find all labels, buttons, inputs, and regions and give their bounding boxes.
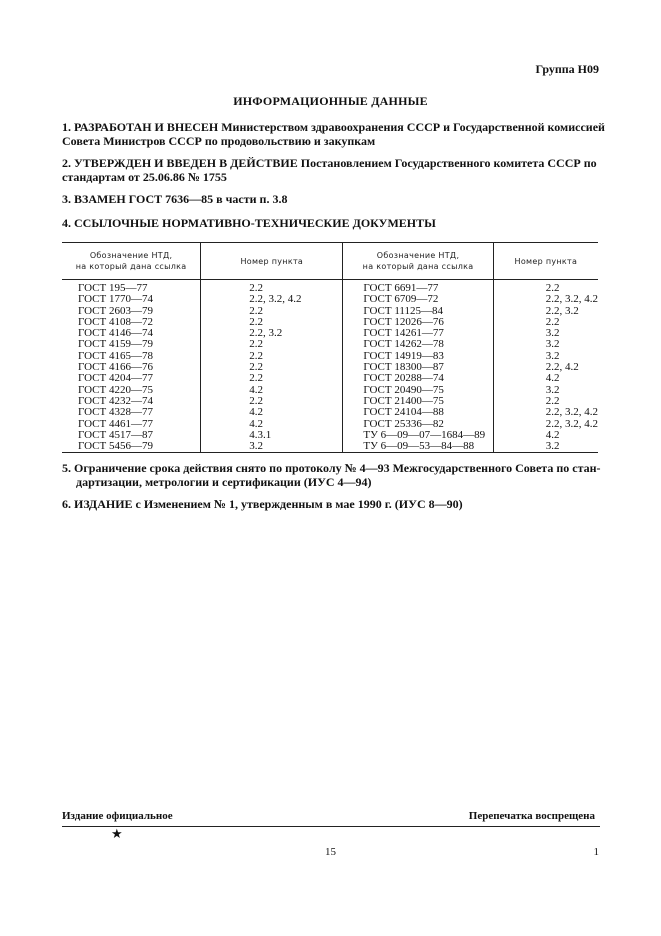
info-item-2 [62,156,602,184]
table-cell: ГОСТ 20288—74 [363,372,444,385]
item-2-text-cont: стандартам от 25.06.86 № 1755 [62,170,227,184]
table-cell: ГОСТ 4517—87 [78,428,153,441]
table-cell: ГОСТ 2603—79 [78,304,153,317]
left-docs-column [62,280,201,453]
table-cell: 2.2 [249,361,263,374]
table-cell: 2.2, 3.2 [249,327,283,340]
table-cell: ГОСТ 25336—82 [363,417,444,430]
table-cell: ГОСТ 4461—77 [78,417,153,430]
info-item-1 [62,120,605,148]
table-cell: ГОСТ 4159—79 [78,338,153,351]
page-title: ИНФОРМАЦИОННЫЕ ДАННЫЕ [233,94,428,108]
table-cell: ГОСТ 4165—78 [78,349,153,362]
table-cell: 2.2 [249,304,263,317]
table-cell: 3.2 [545,327,560,340]
table-cell: 2.2 [545,394,560,407]
table-cell: ГОСТ 6691—77 [363,282,439,294]
table-cell: 2.2 [249,315,263,328]
header-ntd-right: Обозначение НТД, на который дана ссылка [343,243,493,280]
header-ntd-left: Обозначение НТД, на который дана ссылка [62,243,201,280]
table-cell: 2.2, 3.2, 4.2 [249,293,302,306]
right-docs-column [343,280,493,453]
table-cell: 2.2, 3.2, 4.2 [545,406,598,419]
table-cell: 4.2 [249,417,263,430]
item-3-text: 3. ВЗАМЕН ГОСТ 7636—85 в части п. 3.8 [62,192,288,206]
right-points-column [493,280,598,453]
table-cell: 2.2 [545,282,560,294]
table-cell: 2.2 [249,394,263,407]
table-cell: ТУ 6—09—07—1684—89 [363,428,486,441]
star-icon: ★ [111,826,123,841]
table-cell: ГОСТ 14262—78 [363,338,444,351]
table-cell: ГОСТ 14919—83 [363,349,444,362]
table-cell: 3.2 [249,440,263,453]
table-cell: ГОСТ 11125—84 [363,304,444,317]
table-cell: 3.2 [545,349,560,362]
table-cell: 2.2, 3.2, 4.2 [545,293,598,306]
table-cell: 2.2 [249,338,263,351]
edition-official: Издание официальное [62,810,173,822]
table-cell: ГОСТ 4146—74 [78,327,153,340]
table-cell: 4.2 [545,372,560,385]
table-cell: 3.2 [545,338,560,351]
table-cell: ГОСТ 4220—75 [78,383,153,396]
table-cell: 2.2 [249,349,263,362]
table-cell: ГОСТ 4166—76 [78,361,153,374]
table-cell: ГОСТ 12026—76 [363,315,444,328]
reprint-prohibited: Перепечатка воспрещена [468,810,595,822]
table-cell: ГОСТ 195—77 [78,282,148,294]
table-cell: 2.2 [545,315,560,328]
item-5-text: 5. Ограничение срока действия снято по протоколу № 4—93 Межгосударственного Совета по стан- [62,461,601,475]
table-cell: 4.2 [249,383,263,396]
table-cell: ГОСТ 4108—72 [78,315,153,328]
table-cell: 2.2 [249,282,263,294]
table-cell: ТУ 6—09—53—84—88 [363,440,475,453]
item-4-text: 4. ССЫЛОЧНЫЕ НОРМАТИВНО-ТЕХНИЧЕСКИЕ ДОКУМЕНТЫ [62,216,436,230]
item-2-lead: 2. УТВЕРЖДЕН И ВВЕДЕН В ДЕЙСТВИЕ [62,156,298,170]
item-1-lead: 1. РАЗРАБОТАН И ВНЕСЕН [62,120,219,134]
header-point-right: Номер пункта [493,243,598,280]
table-cell: ГОСТ 6709—72 [363,293,439,306]
info-item-5 [62,461,602,489]
info-item-6 [62,497,602,511]
table-cell: ГОСТ 4204—77 [78,372,153,385]
item-2-text: Постановлением Государственного комитета СССР по [297,156,597,170]
item-6-text: 6. ИЗДАНИЕ с Изменением № 1, утвержденным в мае 1990 г. (ИУС 8—90) [62,497,463,511]
table-cell: 2.2, 4.2 [545,361,579,374]
item-1-text-cont: Совета Министров СССР по продовольствию и закупкам [62,134,376,148]
table-cell: ГОСТ 20490—75 [363,383,444,396]
table-cell: 2.2, 3.2 [545,304,579,317]
table-cell: 4.2 [545,428,560,441]
header-point-left: Номер пункта [201,243,343,280]
item-5-text-cont: дартизации, метрологии и сертификации (ИУС 4—94) [76,475,372,489]
table-cell: 4.3.1 [249,428,272,441]
footer-divider [62,826,600,827]
table-cell: ГОСТ 18300—87 [363,361,444,374]
group-code: Группа Н09 [535,62,599,76]
table-cell: ГОСТ 21400—75 [363,394,444,407]
item-1-text: Министерством здравоохранения СССР и Государственной комиссией [218,120,605,134]
info-item-4 [62,216,602,230]
reference-documents-table [62,242,598,453]
table-cell: 2.2 [249,372,263,385]
left-points-column [201,280,343,453]
table-cell: ГОСТ 5456—79 [78,440,153,453]
table-cell: 3.2 [545,440,560,453]
info-item-3 [62,192,602,206]
page-number: 15 [325,846,336,858]
table-cell: ГОСТ 24104—88 [363,406,444,419]
table-cell: ГОСТ 4328—77 [78,406,153,419]
table-cell: 4.2 [249,406,263,419]
table-cell: ГОСТ 14261—77 [363,327,444,340]
table-cell: 2.2, 3.2, 4.2 [545,417,598,430]
table-cell: ГОСТ 1770—74 [78,293,153,306]
table-cell: 3.2 [545,383,560,396]
table-cell: ГОСТ 4232—74 [78,394,153,407]
sheet-number: 1 [593,846,599,858]
